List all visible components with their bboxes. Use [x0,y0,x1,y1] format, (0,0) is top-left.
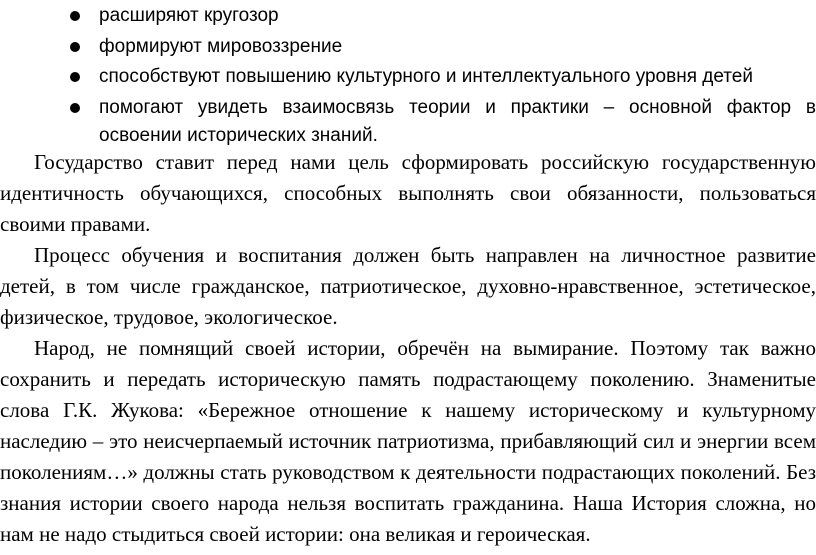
bullet-text: формируют мировоззрение [99,36,343,57]
bullet-dot-icon [70,103,80,113]
bullet-dot-icon [70,11,80,21]
bullet-text: способствуют повышению культурного и интеллектуального уровня детей [99,66,753,87]
bullet-text: помогают увидеть взаимосвязь теории и практики – основной фактор в освоении исторических знаний. [99,97,816,146]
paragraph: Народ, не помнящий своей истории, обречён на вымирание. Поэтому так важно сохранить и передать историческую память подрастающему поколению. Знаменитые слова Г.К. Жукова: «Бережное отношение к нашему историческому и культурному наследию – это неисчерпаемый источник патриотизма, прибавляющий сил и энергии всем поколениям…» должны стать руководством к деятельности подрастающих поколений. Без знания истории своего народа нельзя воспитать гражданина. Наша История сложна, но нам не надо стыдиться своей истории: она великая и героическая. [0,336,816,546]
bullet-dot-icon [70,42,80,52]
bullet-dot-icon [70,72,80,82]
paragraph: Государство ставит перед нами цель сформировать российскую государственную идентичность обучающихся, способных выполнять свои обязанности, пользоваться своими правами. [0,150,816,236]
bullet-text: расширяют кругозор [99,5,279,26]
paragraph: Процесс обучения и воспитания должен быть направлен на личностное развитие детей, в том числе гражданское, патриотическое, духовно-нравственное, эстетическое, физическое, трудовое, экологическое. [0,243,816,329]
